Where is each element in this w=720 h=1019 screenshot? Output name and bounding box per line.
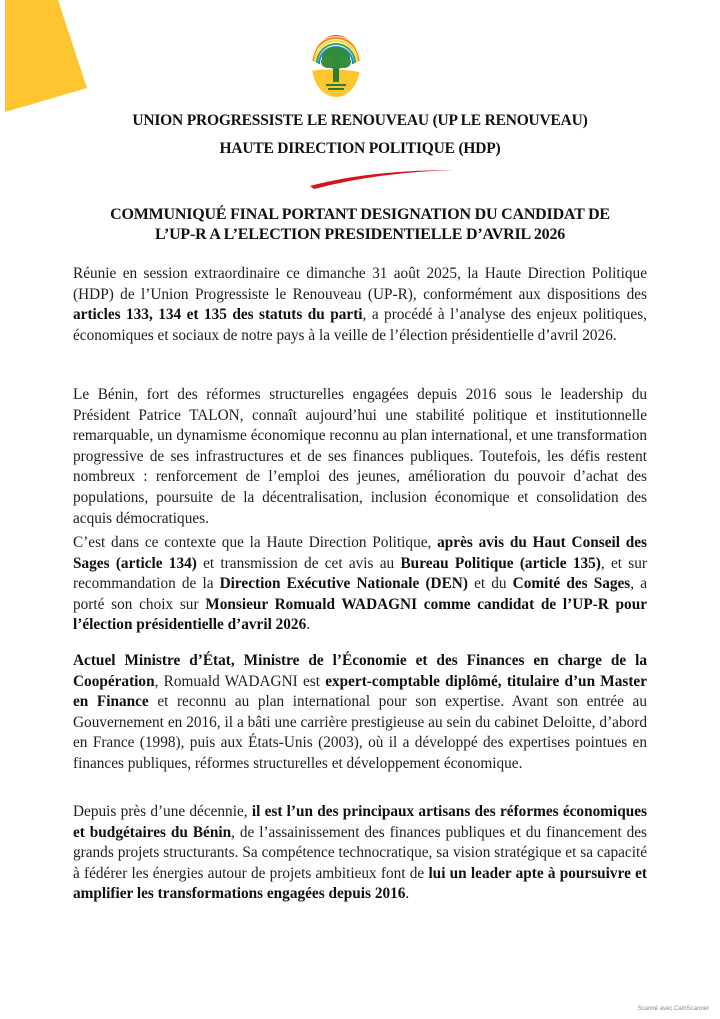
emphasized-text: articles 133, 134 et 135 des statuts du parti [73, 306, 363, 324]
paragraph-candidate-profile [73, 651, 647, 775]
text-segment: et du [467, 575, 513, 593]
emphasized-text: lui un leader apte à poursuivre et amplifier les transformations engagées depuis 2016 [73, 864, 647, 903]
paragraph-candidate-achievements [73, 802, 647, 905]
organization-name: UNION PROGRESSISTE LE RENOUVEAU (UP LE RENOUVEAU) [132, 112, 588, 129]
text-segment: , Romuald WADAGNI est [154, 672, 326, 690]
organization-body: HAUTE DIRECTION POLITIQUE (HDP) [219, 140, 501, 157]
text-segment: , et sur recommandation de la [73, 554, 647, 593]
yellow-corner-decoration [0, 0, 100, 120]
text-segment: et reconnu au plan international pour son expertise. Avant son entrée au Gouvernement en 2016, il a bâti une carrière prestigieuse au sein du cabinet Deloitte, d’abord en France (1998), puis aux États-Unis (2003), où il a développé des expertises pointues en finances publiques, réformes structurelles et développement économique. [73, 693, 647, 772]
text-segment: Le Bénin, fort des réformes structurelles engagées depuis 2016 sous le leadership du Président Patrice TALON, connaît aujourd’hui une stabilité politique et institutionnelle remarquable, un dynamisme économique reconnu au plan international, et une transformation progressive de ses infrastructures et de ses finances publiques. Toutefois, les défis restent nombreux : renforcement de l’emploi des jeunes, amélioration du pouvoir d’achat des populations, poursuite de la décentralisation, inclusion économique et consolidation des acquis démocratiques. [73, 386, 647, 527]
document-title-line-2: L’UP-R A L’ELECTION PRESIDENTIELLE D’AVRIL 2026 [154, 226, 566, 243]
paragraph-session [73, 264, 647, 346]
text-segment: et transmission de cet avis au [196, 554, 401, 572]
text-segment: , de l’assainissement des finances publiques et du financement des grands projets structurants. Sa compétence technocratique, sa vision stratégique et sa capacité à fédérer les énergies autour de projets ambitieux font de [73, 823, 647, 882]
paragraph-text [73, 651, 647, 775]
emphasized-text: Comité des Sages [512, 575, 631, 593]
emphasized-text: Monsieur Romuald WADAGNI comme candidat de l’UP-R pour l’élection présidentielle d’avril 2026 [73, 595, 647, 634]
document-title-line-1: COMMUNIQUÉ FINAL PORTANT DESIGNATION DU CANDIDAT DE [110, 206, 610, 223]
emphasized-text: Bureau Politique (article 135) [400, 554, 601, 572]
text-segment: , a procédé à l’analyse des enjeux politiques, économiques et sociaux de notre pays à la veille de l’élection présidentielle d’avril 2026. [73, 306, 647, 344]
paragraph-text [73, 802, 647, 905]
text-segment: Réunie en session extraordinaire ce dimanche 31 août 2025, la Haute Direction Politique (HDP) de l’Union Progressiste le Renouveau (UP-R), conformément aux dispositions des [73, 265, 647, 303]
paragraph-context-benin [73, 385, 647, 529]
emphasized-text: Actuel Ministre d’État, Ministre de l’Économie et des Finances en charge de la Coopération [73, 652, 647, 690]
text-segment: C’est dans ce contexte que la Haute Direction Politique, [73, 534, 438, 551]
party-logo-icon [303, 30, 369, 100]
text-segment: . [306, 616, 311, 634]
paragraph-candidate-designation [73, 533, 647, 636]
emphasized-text: après avis du Haut Conseil des Sages (article 134) [73, 534, 648, 572]
red-swoosh-decoration [300, 162, 470, 192]
text-segment: , a porté son choix sur [73, 575, 647, 613]
scanner-watermark: Scanné avec CamScanner [637, 1006, 709, 1012]
document-title [60, 205, 660, 245]
text-segment: . [405, 885, 410, 903]
emphasized-text: il est l’un des principaux artisans des réformes économiques et budgétaires du Bénin [73, 803, 647, 841]
paragraph-text [73, 264, 647, 346]
emphasized-text: Direction Exécutive Nationale (DEN) [219, 575, 468, 593]
text-segment: Depuis près d’une décennie, [73, 803, 252, 820]
paragraph-text [73, 533, 647, 636]
emphasized-text: expert-comptable diplômé, titulaire d’un Master en Finance [73, 672, 648, 711]
paragraph-text [73, 385, 647, 529]
